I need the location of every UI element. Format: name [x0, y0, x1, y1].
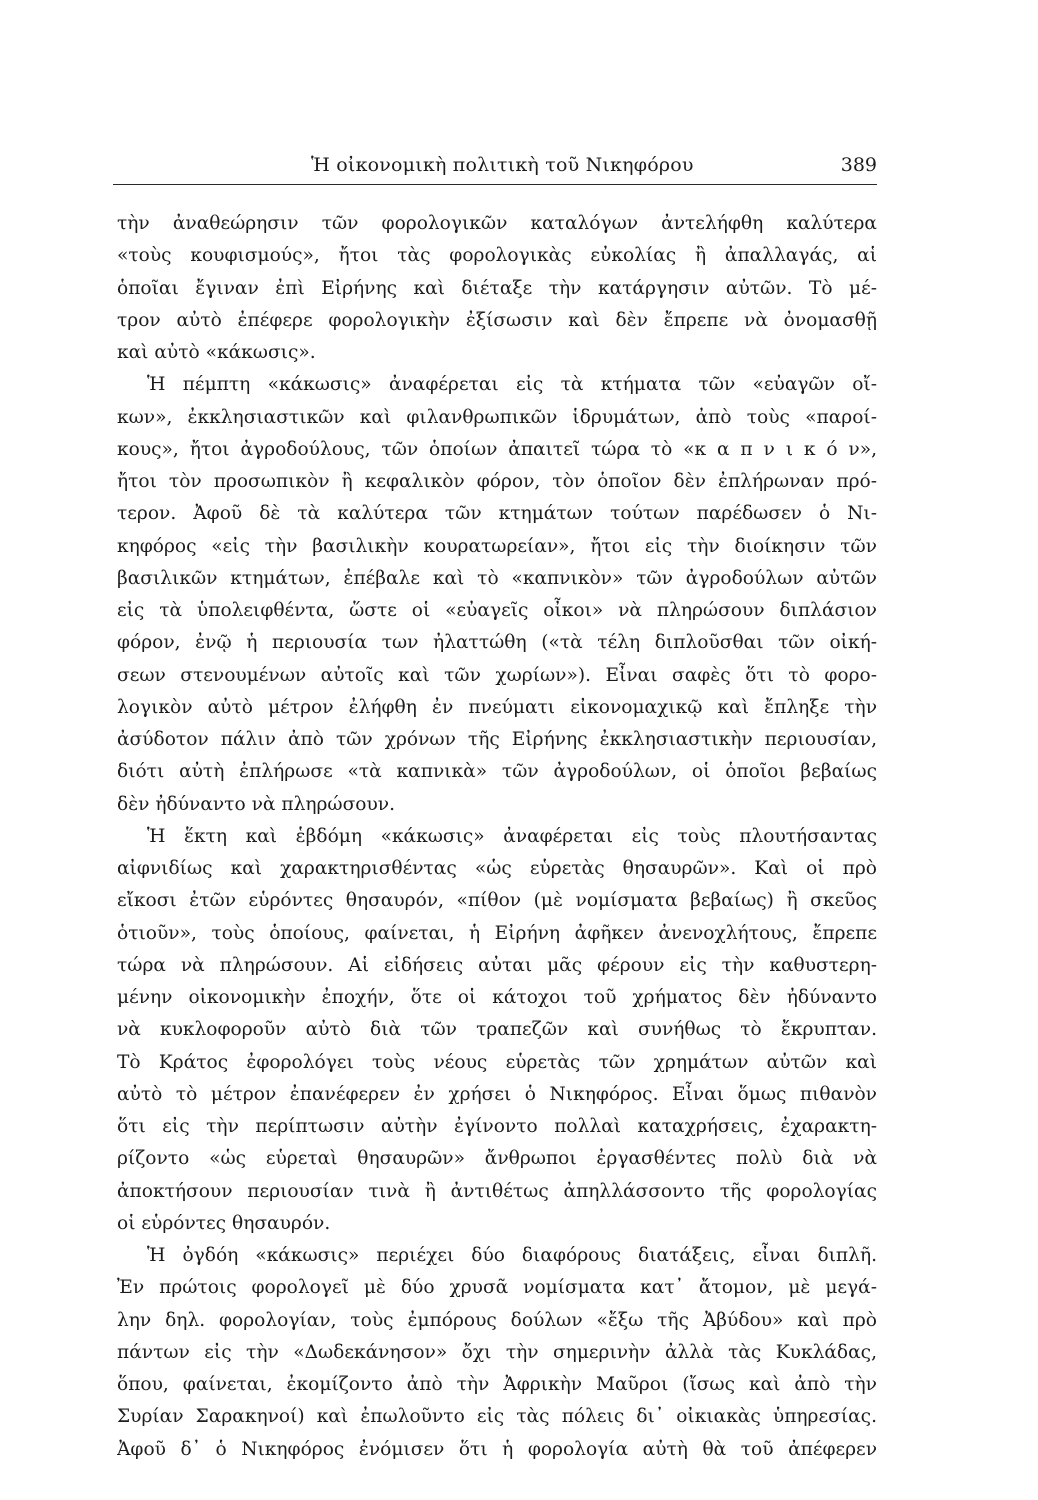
text-line: ὁτιοῦν», τοὺς ὁποίους, φαίνεται, ἡ Εἰρήνη ἀφῆκεν ἀνενοχλήτους, ἔπρεπε — [117, 922, 877, 944]
text-line: λην δηλ. φορολογίαν, τοὺς ἐμπόρους δούλων «ἔξω τῆς Ἀβύδου» καὶ πρὸ — [117, 1309, 877, 1331]
text-line: κους», ἤτοι ἀγροδούλους, τῶν ὁποίων ἀπαιτεῖ τώρα τὸ «κ α π ν ι κ ό ν», — [117, 438, 877, 460]
text-line: ἤτοι τὸν προσωπικὸν ἢ κεφαλικὸν φόρον, τὸν ὁποῖον δὲν ἐπλήρωναν πρό- — [117, 471, 877, 492]
text-line: σεων στενουμένων αὐτοῖς καὶ τῶν χωρίων»). Εἶναι σαφὲς ὅτι τὸ φορο- — [117, 664, 877, 686]
text-line: αὐτὸ τὸ μέτρον ἐπανέφερεν ἐν χρήσει ὁ Νικηφόρος. Εἶναι ὅμως πιθανὸν — [117, 1083, 877, 1105]
text-line: τὴν ἀναθεώρησιν τῶν φορολογικῶν καταλόγων ἀντελήφθη καλύτερα — [117, 213, 877, 234]
text-line: βασιλικῶν κτημάτων, ἐπέβαλε καὶ τὸ «καπνικὸν» τῶν ἀγροδούλων αὐτῶν — [117, 567, 877, 589]
text-line: Ἐν πρώτοις φορολογεῖ μὲ δύο χρυσᾶ νομίσματα κατ᾽ ἄτομον, μὲ μεγά- — [117, 1277, 877, 1299]
text-line: τώρα νὰ πληρώσουν. Αἱ εἰδήσεις αὐται μᾶς φέρουν εἰς τὴν καθυστερη- — [117, 954, 877, 976]
text-line: Συρίαν Σαρακηνοί) καὶ ἐπωλοῦντο εἰς τὰς πόλεις δι᾽ οἰκιακὰς ὑπηρεσίας. — [117, 1406, 877, 1428]
text-line: ὅπου, φαίνεται, ἐκομίζοντο ἀπὸ τὴν Ἀφρικὴν Μαῦροι (ἴσως καὶ ἀπὸ τὴν — [117, 1374, 877, 1395]
text-line: διότι αὐτὴ ἐπλήρωσε «τὰ καπνικὰ» τῶν ἀγροδούλων, οἱ ὁποῖοι βεβαίως — [117, 761, 877, 783]
text-line: καὶ αὐτὸ «κάκωσις». — [117, 342, 316, 363]
text-line: εἰς τὰ ὑπολειφθέντα, ὥστε οἱ «εὐαγεῖς οἶκοι» νὰ πληρώσουν διπλάσιον — [117, 600, 877, 621]
header-rule — [113, 184, 877, 185]
page-body — [117, 208, 877, 1466]
text-line: κηφόρος «εἰς τὴν βασιλικὴν κουρατωρείαν», ἤτοι εἰς τὴν διοίκησιν τῶν — [117, 535, 877, 557]
text-line: Τὸ Κράτος ἐφορολόγει τοὺς νέους εὑρετὰς τῶν χρημάτων αὐτῶν καὶ — [117, 1051, 877, 1073]
text-line: νὰ κυκλοφοροῦν αὐτὸ διὰ τῶν τραπεζῶν καὶ συνήθως τὸ ἔκρυπταν. — [117, 1019, 877, 1041]
paragraph-start-line: Ἡ ὀγδόη «κάκωσις» περιέχει δύο διαφόρους διατάξεις, εἶναι διπλῆ. — [147, 1245, 877, 1266]
text-line: τερον. Ἀφοῦ δὲ τὰ καλύτερα τῶν κτημάτων τούτων παρέδωσεν ὁ Νι- — [117, 503, 877, 525]
text-line: ὅτι εἰς τὴν περίπτωσιν αὐτὴν ἐγίνοντο πολλαὶ καταχρήσεις, ἐχαρακτη- — [117, 1116, 877, 1137]
text-line: οἱ εὑρόντες θησαυρόν. — [117, 1212, 331, 1234]
text-line: μένην οἰκονομικὴν ἐποχήν, ὅτε οἱ κάτοχοι τοῦ χρήματος δὲν ἠδύναντο — [117, 987, 877, 1008]
text-line: δὲν ἠδύναντο νὰ πληρώσουν. — [117, 793, 395, 815]
text-line: εἴκοσι ἐτῶν εὑρόντες θησαυρόν, «πίθον (μὲ νομίσματα βεβαίως) ἢ σκεῦος — [117, 890, 877, 912]
text-line: ρίζοντο «ὡς εὑρεταὶ θησαυρῶν» ἄνθρωποι ἐργασθέντες πολὺ διὰ νὰ — [117, 1148, 877, 1170]
text-line: αἰφνιδίως καὶ χαρακτηρισθέντας «ὡς εὑρετὰς θησαυρῶν». Καὶ οἱ πρὸ — [117, 858, 877, 879]
text-line: ἀσύδοτον πάλιν ἀπὸ τῶν χρόνων τῆς Εἰρήνης ἐκκλησιαστικὴν περιουσίαν, — [117, 729, 877, 750]
text-line: ὁποῖαι ἔγιναν ἐπὶ Εἰρήνης καὶ διέταξε τὴν κατάργησιν αὐτῶν. Τὸ μέ- — [117, 277, 877, 299]
text-line: τρον αὐτὸ ἐπέφερε φορολογικὴν ἐξίσωσιν καὶ δὲν ἔπρεπε νὰ ὀνομασθῇ — [117, 309, 877, 331]
text-line: πάντων εἰς τὴν «Δωδεκάνησον» ὄχι τὴν σημερινὴν ἀλλὰ τὰς Κυκλάδας, — [117, 1341, 877, 1363]
text-line: κων», ἐκκλησιαστικῶν καὶ φιλανθρωπικῶν ἱδρυμάτων, ἀπὸ τοὺς «παροί- — [117, 406, 877, 428]
running-title: Ἡ οἰκονομικὴ πολιτικὴ τοῦ Νικηφόρου — [311, 154, 694, 176]
text-line: «τοὺς κουφισμούς», ἤτοι τὰς φορολογικὰς εὐκολίας ἢ ἀπαλλαγάς, αἱ — [117, 245, 877, 267]
running-header — [113, 146, 877, 186]
text-line: λογικὸν αὐτὸ μέτρον ἐλήφθη ἐν πνεύματι εἰκονομαχικῷ καὶ ἔπληξε τὴν — [117, 696, 877, 718]
page-number: 389 — [840, 154, 877, 176]
paragraph-start-line: Ἡ ἕκτη καὶ ἑβδόμη «κάκωσις» ἀναφέρεται εἰς τοὺς πλουτήσαντας — [147, 825, 877, 847]
text-line: φόρον, ἐνῷ ἡ περιουσία των ἠλαττώθη («τὰ τέλη διπλοῦσθαι τῶν οἰκή- — [117, 632, 877, 654]
paragraph-start-line: Ἡ πέμπτη «κάκωσις» ἀναφέρεται εἰς τὰ κτήματα τῶν «εὐαγῶν οἴ- — [147, 374, 877, 396]
text-line: Ἀφοῦ δ᾽ ὁ Νικηφόρος ἐνόμισεν ὅτι ἡ φορολογία αὐτὴ θὰ τοῦ ἀπέφερεν — [117, 1438, 877, 1460]
text-line: ἀποκτήσουν περιουσίαν τινὰ ἢ ἀντιθέτως ἀπηλλάσσοντο τῆς φορολογίας — [117, 1180, 877, 1202]
